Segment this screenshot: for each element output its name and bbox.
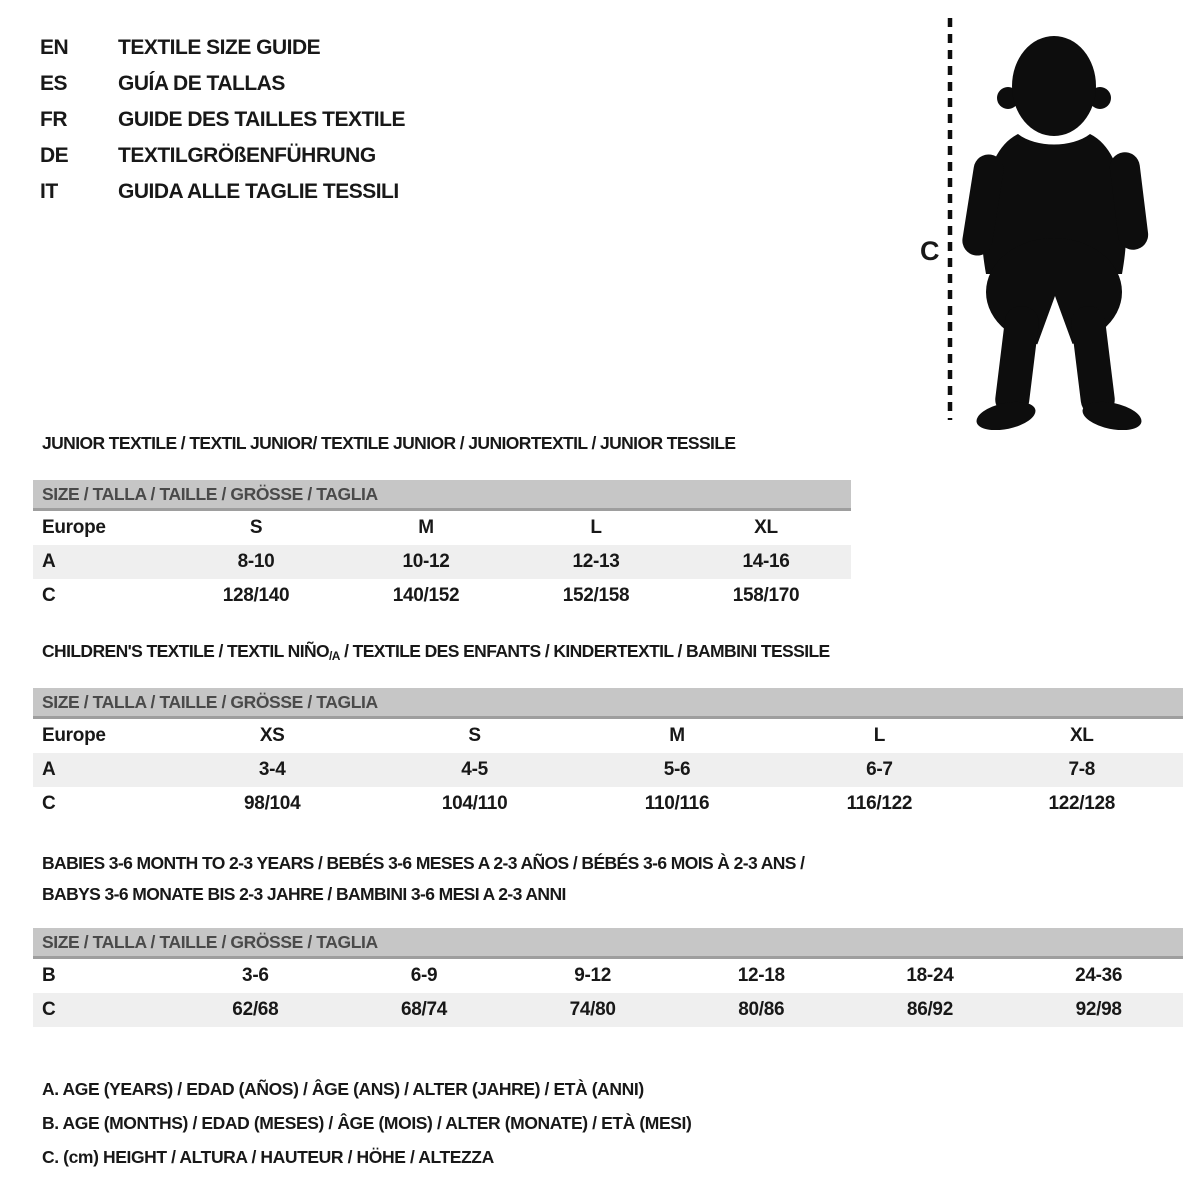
size-cell: L bbox=[590, 517, 602, 538]
size-cell: L bbox=[873, 725, 886, 746]
value-cell: 4-5 bbox=[373, 753, 575, 787]
value-cell: 110/116 bbox=[644, 793, 710, 814]
size-cell: M bbox=[669, 725, 685, 746]
value-cell: 10-12 bbox=[341, 545, 511, 579]
legend-line-a: A. AGE (YEARS) / EDAD (AÑOS) / ÂGE (ANS) / ALTER (JAHRE) / ETÀ (ANNI) bbox=[42, 1079, 644, 1099]
value-cell: 74/80 bbox=[508, 993, 677, 1027]
value-cell: 152/158 bbox=[562, 585, 630, 606]
guide-title-en: TEXTILE SIZE GUIDE bbox=[118, 36, 321, 59]
babies-height-row bbox=[33, 993, 1183, 1027]
language-row-it bbox=[40, 174, 405, 210]
children-size-header-label: SIZE / TALLA / TAILLE / GRÖSSE / TAGLIA bbox=[42, 691, 378, 712]
children-height-row bbox=[33, 787, 1183, 821]
junior-header-row bbox=[33, 511, 851, 545]
value-cell: 158/170 bbox=[732, 585, 800, 606]
language-title-list bbox=[40, 30, 405, 210]
value-cell: 12-18 bbox=[737, 965, 785, 986]
babies-title-line1: BABIES 3-6 MONTH TO 2-3 YEARS / BEBÉS 3-6 MESES A 2-3 AÑOS / BÉBÉS 3-6 MOIS À 2-3 ANS / bbox=[42, 853, 805, 873]
measure-legend bbox=[42, 1072, 691, 1174]
children-age-row bbox=[33, 753, 1183, 787]
junior-height-row bbox=[33, 579, 851, 613]
guide-title-es: GUÍA DE TALLAS bbox=[118, 72, 285, 95]
row-label: Europe bbox=[42, 517, 106, 538]
babies-title-line2: BABYS 3-6 MONATE BIS 2-3 JAHRE / BAMBINI 3-6 MESI A 2-3 ANNI bbox=[42, 884, 566, 904]
row-label: A bbox=[33, 753, 171, 787]
language-row-de bbox=[40, 138, 405, 174]
height-measure-label: C bbox=[920, 236, 940, 266]
guide-title-de: TEXTILGRÖßENFÜHRUNG bbox=[118, 144, 376, 167]
babies-size-header-bar bbox=[33, 928, 1183, 959]
language-row-en bbox=[40, 30, 405, 66]
language-row-es bbox=[40, 66, 405, 102]
value-cell: 122/128 bbox=[1048, 793, 1116, 814]
language-row-fr bbox=[40, 102, 405, 138]
row-label: Europe bbox=[42, 725, 106, 746]
guide-title-fr: GUIDE DES TAILLES TEXTILE bbox=[118, 108, 405, 131]
junior-size-header-label: SIZE / TALLA / TAILLE / GRÖSSE / TAGLIA bbox=[42, 483, 378, 504]
value-cell: 5-6 bbox=[576, 753, 778, 787]
value-cell: 86/92 bbox=[846, 993, 1015, 1027]
language-code: ES bbox=[40, 72, 68, 95]
value-cell: 6-7 bbox=[778, 753, 980, 787]
children-title-suffix: / TEXTILE DES ENFANTS / KINDERTEXTIL / BAMBINI TESSILE bbox=[339, 641, 830, 661]
value-cell: 92/98 bbox=[1014, 993, 1183, 1027]
guide-title-it: GUIDA ALLE TAGLIE TESSILI bbox=[118, 180, 399, 203]
value-cell: 80/86 bbox=[677, 993, 846, 1027]
junior-age-row bbox=[33, 545, 851, 579]
babies-size-header-label: SIZE / TALLA / TAILLE / GRÖSSE / TAGLIA bbox=[42, 931, 378, 952]
height-measure-figure bbox=[890, 10, 1170, 430]
size-cell: S bbox=[468, 725, 481, 746]
value-cell: 18-24 bbox=[906, 965, 954, 986]
value-cell: 128/140 bbox=[222, 585, 290, 606]
children-header-row bbox=[33, 719, 1183, 753]
junior-section-title: JUNIOR TEXTILE / TEXTIL JUNIOR/ TEXTILE JUNIOR / JUNIORTEXTIL / JUNIOR TESSILE bbox=[42, 433, 736, 453]
size-cell: XL bbox=[754, 517, 778, 538]
value-cell: 140/152 bbox=[392, 585, 460, 606]
children-size-header-bar bbox=[33, 688, 1183, 719]
legend-line-b: B. AGE (MONTHS) / EDAD (MESES) / ÂGE (MOIS) / ALTER (MONATE) / ETÀ (MESI) bbox=[42, 1113, 692, 1133]
value-cell: 7-8 bbox=[981, 753, 1183, 787]
children-section-title bbox=[42, 640, 830, 667]
junior-size-header-bar bbox=[33, 480, 851, 511]
row-label: C bbox=[33, 993, 171, 1027]
babies-section-title bbox=[42, 848, 804, 910]
size-cell: S bbox=[249, 517, 263, 538]
value-cell: 3-6 bbox=[242, 965, 269, 986]
language-code: FR bbox=[40, 108, 67, 131]
row-label: C bbox=[42, 585, 56, 606]
value-cell: 116/122 bbox=[846, 793, 913, 814]
language-code: IT bbox=[40, 180, 58, 203]
language-code: EN bbox=[40, 36, 69, 59]
children-size-table bbox=[33, 719, 1183, 821]
value-cell: 24-36 bbox=[1075, 965, 1123, 986]
babies-months-row bbox=[33, 959, 1183, 993]
size-cell: XL bbox=[1069, 725, 1094, 746]
toddler-silhouette-graphic bbox=[890, 10, 1170, 430]
value-cell: 68/74 bbox=[340, 993, 509, 1027]
value-cell: 98/104 bbox=[244, 793, 301, 814]
row-label: B bbox=[42, 965, 56, 986]
value-cell: 9-12 bbox=[574, 965, 612, 986]
value-cell: 6-9 bbox=[410, 965, 438, 986]
language-code: DE bbox=[40, 144, 69, 167]
value-cell: 14-16 bbox=[681, 545, 851, 579]
children-title-sub: /A bbox=[329, 649, 340, 663]
babies-size-table bbox=[33, 959, 1183, 1027]
legend-line-c: C. (cm) HEIGHT / ALTURA / HAUTEUR / HÖHE / ALTEZZA bbox=[42, 1147, 494, 1167]
value-cell: 12-13 bbox=[511, 545, 681, 579]
junior-size-table bbox=[33, 511, 851, 613]
value-cell: 8-10 bbox=[171, 545, 341, 579]
value-cell: 104/110 bbox=[441, 793, 508, 814]
size-cell: XS bbox=[259, 725, 285, 746]
size-cell: M bbox=[418, 517, 434, 538]
children-title-prefix: CHILDREN'S TEXTILE / TEXTIL NIÑO bbox=[42, 641, 330, 661]
row-label: A bbox=[33, 545, 171, 579]
value-cell: 62/68 bbox=[171, 993, 340, 1027]
toddler-silhouette bbox=[960, 36, 1150, 430]
row-label: C bbox=[42, 793, 56, 814]
value-cell: 3-4 bbox=[171, 753, 373, 787]
